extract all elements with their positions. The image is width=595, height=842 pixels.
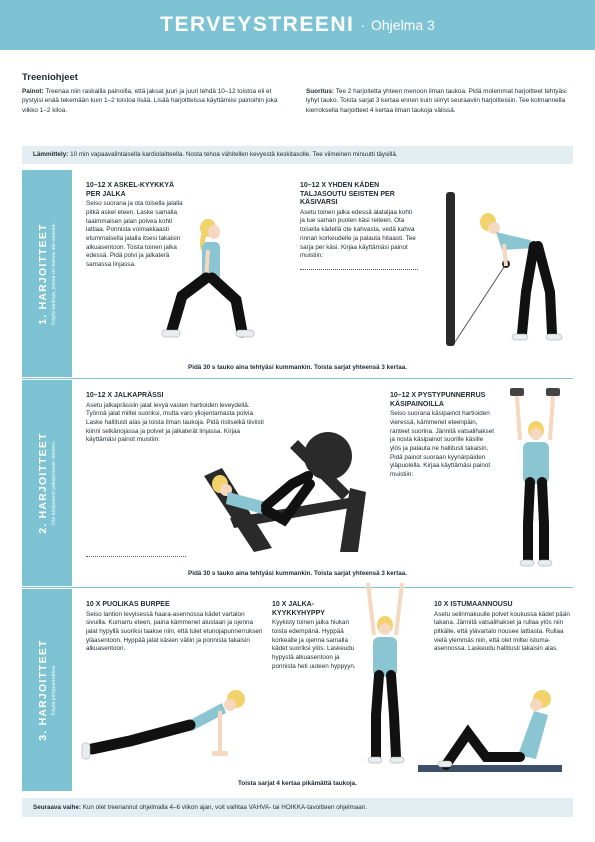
section-1-title: 1. HARJOITTEET (37, 222, 49, 325)
intro-execution-text: Tee 2 harjoitetta yhteen menoon ilman taukoa. Pidä molemmat harjoitteet tehtyäsi lyhyt tauko. Toista sarjat 3 kertaa ennen kuin siirryt seuraaviin harjoitteisiin. Tee kolmannella kierroksella harjoitteet 4 kertaa ilman taukoja välissä. (306, 88, 567, 114)
section-divider (22, 378, 573, 379)
exercise-heading: 10–12 X ASKEL-KYYKKYÄ PER JALKA (86, 182, 175, 198)
exercise-text: Seiso suorana käsipainot hartioiden vieressä, kämmenet eteenpäin, ranteet suorina. Jännitä vatsalihakset ja nosta käsipainot suorille käsille ylös ja palauta ne hallitusti takaisin. Pidä painot suoraan kyynärpäiden yläpuolella. Kirjaa käyttämäsi painot muistiin: (390, 410, 494, 479)
exercise-heading: 10–12 X JALKAPRÄSSI (86, 392, 164, 399)
exercise-sit-up (434, 601, 570, 654)
exercise-cable-row (300, 182, 418, 270)
exercise-heading: 10 X PUOLIKAS BURPEE (86, 601, 170, 608)
shoulder-press-figure (506, 384, 566, 574)
exercise-text: Seiso lantion levyisessä haara-asennossa kädet vartalon sivuilla. Kumarru eteen, paina kämmenet alustaan ja ojenna jalat hypyllä suoriksi taakse niin, että tulet etunojapunnerruksen yläasentoon. Hyppää jalat käsien väliin ja ponnista takaisin alkuasentoon. (86, 610, 263, 653)
section-2-title: 2. HARJOITTEET (37, 432, 49, 534)
jump-squat-figure (358, 583, 412, 777)
page-title: TERVEYSTREENI (160, 13, 355, 36)
weight-note-line (86, 553, 186, 557)
section-1-band (22, 170, 72, 377)
intro-weights-text: Treenaa niin raskailla painoilla, että jaksat juuri ja juuri tehdä 10–12 toistoa eli et pystyisi enää tekemään kuin 1–2 toistoa lisää. Lisää harjoitteissa käyttämiisi painoihin joka viikko 1–2 kiloa. (22, 88, 278, 114)
next-step-bar (22, 798, 573, 817)
exercise-text: Seiso suorana ja ota toisella jalalla pitkä askel eteen. Laske samalla taaimmaisen jalan polvea kohti lattiaa. Ponnista voimakkaasti etummaisella jalalla itsesi takaisin alkuasentoon. Toista toinen jalka edessä. Pidä polvi ja jalkaterä samassa linjassa. (86, 200, 183, 269)
section-1 (22, 170, 573, 377)
title-separator: · (360, 17, 365, 33)
exercise-heading: 10–12 X PYSTYPUNNERRUS KÄSIPAINOILLA (390, 392, 486, 408)
page-subtitle: Ohjelma 3 (371, 17, 435, 33)
section-3-title: 3. HARJOITTEET (37, 639, 49, 741)
leg-press-figure (200, 432, 380, 552)
sit-up-figure (416, 685, 566, 777)
exercise-text: Asetu selinmakuulle polvet koukussa kädet pään takana. Jännitä vatsalihakset ja rullaa ylös niin pitkälle, että ylävartalo nousee lattiasta. Rullaa vielä ylemmäs niin, että olet miltei istuma-asennossa. Laskeudu hallitusti takaisin alas. (434, 610, 570, 653)
exercise-text: Asetu toinen jalka edessä alataljaa kohti ja tue saman puolen käsi reiteen. Ota toisella kädellä ote kahvasta, vedä kahva rinnan korkeudelle ja palauta hitaasti. Tee sarja per käsi. Kirjaa käyttämäsi painot muistiin: (300, 208, 416, 260)
warmup-label: Lämmittely: (33, 151, 69, 158)
section-2-subtitle: Ota käsipainot jalkaprässin viereen. (51, 440, 57, 526)
exercise-heading: 10 X JALKA-KYYKKYHYPPY (272, 601, 325, 617)
section-3-note: Toista sarjat 4 kertaa pikämättä taukoja. (238, 780, 357, 787)
section-2-note: Pidä 30 s tauko aina tehtyäsi kummankin. Toista sarjat yhteensä 3 kertaa. (188, 570, 407, 577)
warmup-text: 10 min vapaavalintaisella kardiolaitteella. Nosta tehoa vähitellen kevyestä keskitasolle. Tee viimeinen minuutti täysillä. (70, 151, 398, 158)
intro-weights-label: Painot: (22, 88, 44, 95)
section-3-subtitle: Käytä jumppamattoa. (51, 664, 57, 716)
leg-press-weight-note (86, 548, 186, 557)
burpee-figure (80, 685, 260, 775)
page-header (0, 0, 595, 50)
intro-title: Treeniohjeet (22, 72, 78, 83)
next-step-label: Seuraava vaihe: (33, 804, 81, 811)
lunge-figure (156, 218, 276, 353)
section-divider (22, 587, 573, 588)
intro-weights (22, 87, 278, 115)
warmup-bar (22, 146, 573, 164)
section-2 (22, 380, 573, 586)
exercise-text: Kyykisty toinen jalka hiukan toista edempänä. Hyppää korkealle ja ojenna samalla kädet suoriksi ylös. Laskeudu hypystä alkuasentoon ja ponnista heti uuteen hyppyyn. (272, 619, 356, 670)
section-3 (22, 589, 573, 791)
exercise-heading: 10 X ISTUMAANNOUSU (434, 601, 513, 608)
next-step-text: Kun olet treenannut ohjelmalla 4–6 viikon ajan, voit vaihtaa VAHVA- tai HOIKKA-tavoitteen ohjelmaan. (82, 804, 368, 811)
section-2-band (22, 380, 72, 586)
weight-note-line (300, 266, 418, 270)
exercise-text: Asetu jalkaprässiin jalat levyä vasten hartioiden leveydellä. Työnnä jalat miltei suoriksi, mutta varo yliojentamasta polvia. Laske hallitusti alas ja toista ilman taukoja. Pidä ristiselkä tiiviisti kiinni selkänojassa ja polvet ja jalkaterät linjassa. Kirjaa käyttämäsi painot muistiin: (86, 401, 264, 444)
section-1-subtitle: Käytä tankoja, joissa on kahva ala-osassa. (51, 222, 57, 325)
section-1-note: Pidä 30 s tauko aina tehtyäsi kummankin. Toista sarjat yhteensä 3 kertaa. (188, 364, 407, 371)
exercise-half-burpee (86, 601, 264, 654)
exercise-jump-squat (272, 601, 358, 671)
intro-execution-label: Suoritus: (306, 88, 335, 95)
intro-execution (306, 87, 568, 115)
cable-row-figure (440, 192, 560, 352)
exercise-heading: 10–12 X YHDEN KÄDEN TALJASOUTU SEISTEN PER KÄSIVARSI (300, 182, 395, 207)
section-3-band (22, 589, 72, 791)
exercise-shoulder-press (390, 392, 494, 480)
